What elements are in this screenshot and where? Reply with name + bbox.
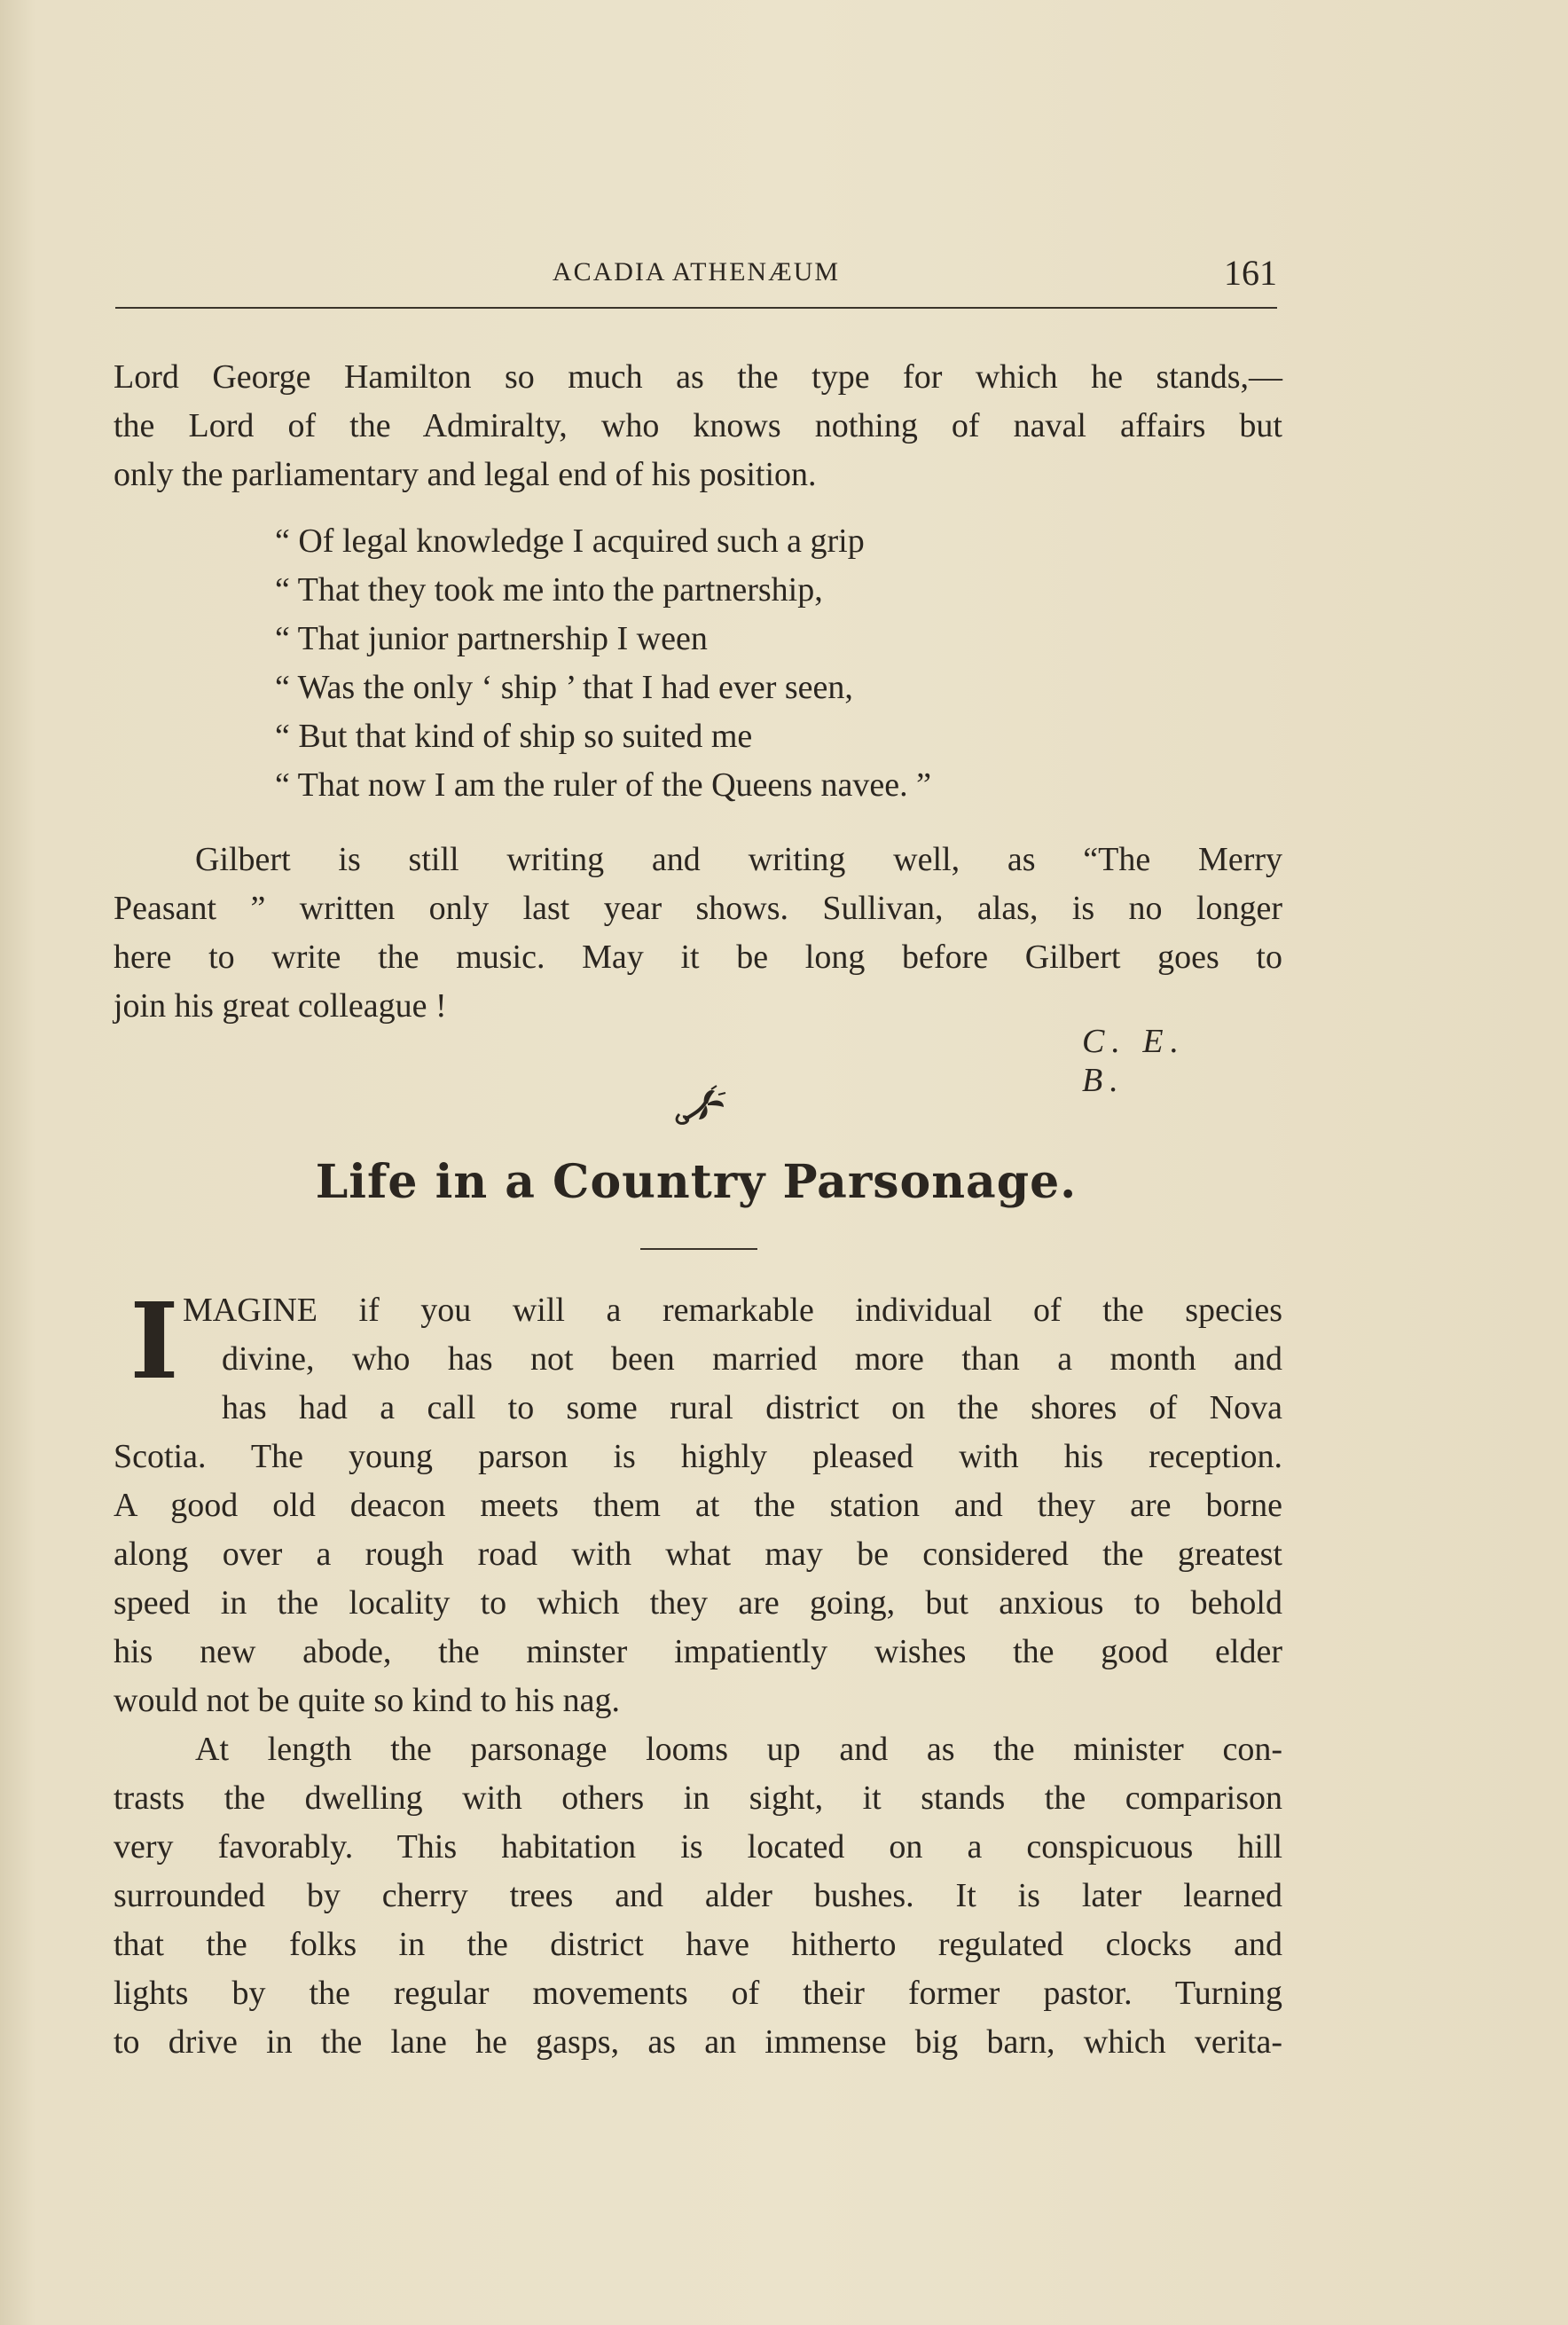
paragraph-gilbert <box>114 836 1282 1031</box>
text-line: very favorably. This habitation is located on a conspicuous hill <box>114 1828 1282 1865</box>
article-title: Life in a Country Parsonage. <box>315 1155 1078 1209</box>
text-line: A good old deacon meets them at the station and they are borne <box>114 1487 1282 1524</box>
title-rule <box>640 1248 757 1250</box>
text-line: join his great colleague ! <box>114 987 447 1025</box>
text-line: divine, who has not been married more than a month and <box>222 1340 1282 1378</box>
verse-quotation <box>275 517 1206 810</box>
text-line: Lord George Hamilton so much as the type for which he stands,— <box>114 358 1282 396</box>
verse-line: “ That they took me into the partnership, <box>275 571 823 609</box>
text-line: along over a rough road with what may be considered the greatest <box>114 1536 1282 1573</box>
text-line: has had a call to some rural district on the shores of Nova <box>222 1389 1282 1426</box>
running-title: ACADIA ATHENÆUM <box>552 257 841 287</box>
text-line: surrounded by cherry trees and alder bushes. It is later learned <box>114 1877 1282 1914</box>
text-line: that the folks in the district have hitherto regulated clocks and <box>114 1926 1282 1963</box>
text-line: Scotia. The young parson is highly pleased with his reception. <box>114 1438 1282 1475</box>
fleuron-icon <box>670 1084 727 1127</box>
text-line: lights by the regular movements of their former pastor. Turning <box>114 1975 1282 2012</box>
verse-line: “ But that kind of ship so suited me <box>275 718 753 755</box>
drop-cap: I <box>129 1279 179 1402</box>
verse-line: “ Was the only ‘ ship ’ that I had ever seen, <box>275 669 853 706</box>
text-line: only the parliamentary and legal end of his position. <box>114 456 817 493</box>
verse-line: “ That now I am the ruler of the Queens navee. ” <box>275 766 931 804</box>
text-line: speed in the locality to which they are going, but anxious to behold <box>114 1584 1282 1622</box>
verse-line: “ Of legal knowledge I acquired such a grip <box>275 522 865 560</box>
text-line: Peasant ” written only last year shows. Sullivan, alas, is no longer <box>114 890 1282 927</box>
text-line: At length the parsonage looms up and as the minister con- <box>195 1731 1282 1768</box>
text-line: trasts the dwelling with others in sight, it stands the comparison <box>114 1779 1282 1817</box>
page-number: 161 <box>1224 253 1277 293</box>
author-signature: C. E. B. <box>1082 1023 1187 1099</box>
text-line: the Lord of the Admiralty, who knows nothing of naval affairs but <box>114 407 1282 444</box>
paragraph-parsonage <box>114 1725 1282 2067</box>
header-rule <box>115 307 1277 309</box>
text-line: his new abode, the minster impatiently wishes the good elder <box>114 1633 1282 1670</box>
page-header <box>115 253 1277 310</box>
text-line: here to write the music. May it be long before Gilbert goes to <box>114 939 1282 976</box>
paragraph-imagine <box>114 1279 1282 1725</box>
text-line: Gilbert is still writing and writing well, as “The Merry <box>195 841 1282 878</box>
text-line: would not be quite so kind to his nag. <box>114 1682 621 1719</box>
verse-line: “ That junior partnership I ween <box>275 620 708 657</box>
paragraph-opening <box>114 353 1282 499</box>
text-line: to drive in the lane he gasps, as an immense big barn, which verita- <box>114 2023 1282 2061</box>
text-line: MAGINE if you will a remarkable individual of the species <box>183 1292 1282 1329</box>
